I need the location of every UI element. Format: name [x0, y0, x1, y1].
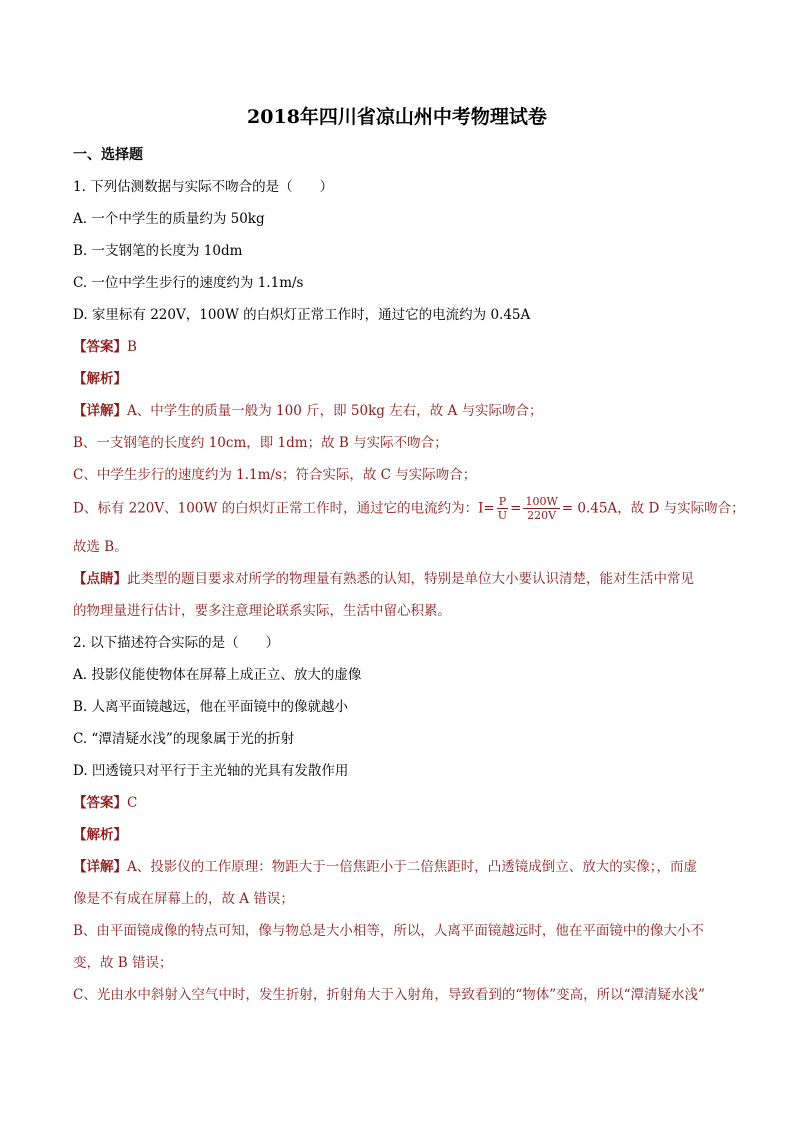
fraction-numerator: P	[498, 495, 507, 508]
detail-text: A、投影仪的工作原理：物距大于一倍焦距小于二倍焦距时，凸透镜成倒立、放大的实像；，而虚	[127, 859, 697, 875]
q1-option-d: D. 家里标有 220V，100W 的白炽灯正常工作时，通过它的电流约为 0.45A	[73, 307, 531, 323]
q1-detail-c: C、中学生步行的速度约为 1.1m/s；符合实际，故 C 与实际吻合；	[73, 467, 477, 483]
q2-detail-b2: 变，故 B 错误；	[73, 955, 173, 971]
q1-comment-2: 的物理量进行估计，要多注意理论联系实际，生活中留心积累。	[73, 603, 451, 619]
q1-option-b: B. 一支钢笔的长度为 10dm	[73, 243, 243, 259]
detail-tag: 【详解】	[73, 859, 127, 875]
analysis-tag: 【解析】	[73, 371, 127, 387]
q2-detail-c1: C、光由水中斜射入空气中时，发生折射，折射角大于入射角，导致看到的“物体”变高，所以“潭清疑水浅”	[73, 987, 705, 1003]
q2-detail-b1: B、由平面镜成像的特点可知，像与物总是大小相等，所以，人离平面镜越远时，他在平面镜中的像大小不	[73, 923, 704, 939]
q2-option-d: D. 凹透镜只对平行于主光轴的光具有发散作用	[73, 763, 349, 779]
q2-detail-a2: 像是不有成在屏幕上的，故 A 错误；	[73, 891, 294, 907]
answer-tag: 【答案】	[73, 339, 127, 355]
q1-stem: 1. 下列估测数据与实际不吻合的是（ ）	[73, 179, 334, 195]
detail-text: A、中学生的质量一般为 100 斤，即 50kg 左右，故 A 与实际吻合；	[127, 403, 543, 419]
formula-equals: =	[510, 500, 522, 517]
q2-analysis-tag	[73, 826, 127, 844]
q1-conclusion: 故选 B。	[73, 539, 128, 555]
fraction-numerator: 100W	[525, 495, 558, 508]
fraction-denominator: U	[497, 509, 508, 522]
formula-equals: =	[483, 500, 495, 517]
detail-d-text: D、标有 220V、100W 的白炽灯正常工作时，通过它的电流约为：	[73, 500, 479, 517]
detail-tag: 【详解】	[73, 403, 127, 419]
q1-option-c: C. 一位中学生步行的速度约为 1.1m/s	[73, 275, 304, 291]
answer-tag: 【答案】	[73, 795, 127, 811]
q2-detail-a1	[73, 858, 697, 876]
formula-fraction-p-u	[497, 495, 508, 522]
q1-comment-1	[73, 570, 694, 588]
q2-option-a: A. 投影仪能使物体在屏幕上成正立、放大的虚像	[73, 667, 362, 683]
q2-answer	[73, 794, 137, 812]
q1-detail-a	[73, 402, 543, 420]
q1-detail-b: B、一支钢笔的长度约 10cm，即 1dm；故 B 与实际不吻合；	[73, 435, 448, 451]
detail-d-tail: ，故 D 与实际吻合；	[617, 500, 745, 517]
section-heading: 一、选择题	[73, 147, 143, 163]
q2-stem: 2. 以下描述符合实际的是（ ）	[73, 635, 280, 651]
q2-option-c: C. “潭清疑水浅”的现象属于光的折射	[73, 731, 295, 747]
q1-option-a: A. 一个中学生的质量约为 50kg	[73, 211, 265, 227]
formula-result: = 0.45A	[561, 500, 618, 517]
answer-value: C	[127, 795, 138, 811]
page-title: 2018年四川省凉山州中考物理试卷	[247, 106, 547, 128]
formula-fraction-values	[523, 495, 559, 522]
analysis-tag: 【解析】	[73, 827, 127, 843]
comment-tag: 【点睛】	[73, 571, 127, 587]
comment-text: 此类型的题目要求对所学的物理量有熟悉的认知，特别是单位大小要认识清楚，能对生活中常见	[127, 571, 694, 587]
fraction-denominator: 220V	[527, 509, 557, 522]
answer-value: B	[127, 339, 137, 355]
q1-analysis-tag	[73, 370, 127, 388]
q1-detail-d	[73, 490, 745, 527]
formula-lhs: I	[478, 500, 484, 517]
q1-answer	[73, 338, 137, 356]
q2-option-b: B. 人离平面镜越远，他在平面镜中的像就越小	[73, 699, 349, 715]
